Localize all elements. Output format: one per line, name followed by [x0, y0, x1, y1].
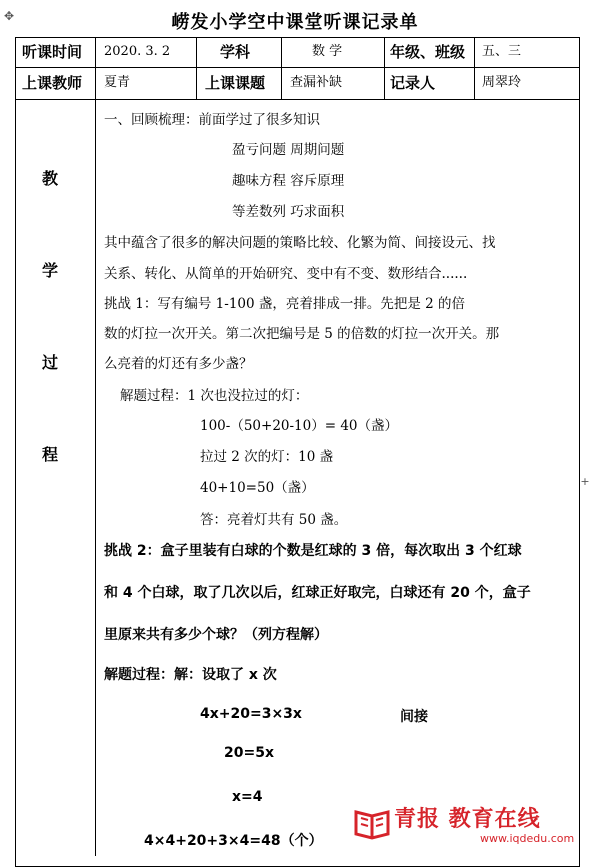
content-line: 间接	[400, 709, 428, 725]
col-divider	[95, 37, 96, 856]
content-line: 20=5x	[224, 745, 274, 761]
content-line: 一、回顾梳理：前面学过了很多知识	[104, 112, 320, 128]
subject-label: 学科	[220, 43, 251, 61]
content-line: 趣味方程 容斥原理	[232, 173, 345, 189]
content-line: 其中蕴含了很多的解决问题的策略比较、化繁为简、间接设元、找	[104, 235, 496, 251]
table-move-handle-icon[interactable]: ✥	[3, 9, 15, 23]
recorder-value: 周翠玲	[482, 75, 522, 90]
content-line: 解题过程：解：设取了 x 次	[104, 667, 277, 683]
grade-value: 五、三	[482, 44, 522, 59]
content-line: 解题过程：1 次也没拉过的灯：	[120, 388, 309, 404]
topic-label: 上课课题	[205, 74, 266, 92]
watermark-logo	[350, 800, 590, 856]
content-line: 4x+20=3×3x	[200, 706, 302, 722]
content-line: 等差数列 巧求面积	[232, 204, 345, 220]
time-label: 听课时间	[22, 43, 83, 61]
side-label-char: 程	[41, 445, 58, 464]
topic-value: 查漏补缺	[290, 75, 343, 90]
watermark-text: 青报 教育在线	[394, 807, 541, 832]
side-label-char: 过	[41, 353, 58, 372]
teacher-label: 上课教师	[22, 74, 83, 92]
recorder-label: 记录人	[390, 74, 436, 92]
col-divider	[281, 37, 282, 99]
time-value: 2020. 3. 2	[104, 44, 171, 59]
content-line: 数的灯拉一次开关。第二次把编号是 5 的倍数的灯拉一次开关。那	[104, 326, 500, 342]
page-title: 崂发小学空中课堂听课记录单	[171, 12, 419, 33]
book-logo-icon	[352, 802, 392, 842]
col-divider	[384, 37, 385, 99]
content-line: 40+10=50（盏）	[200, 480, 315, 496]
content-line: 挑战 1：写有编号 1-100 盏，亮着排成一排。先把是 2 的倍	[104, 296, 466, 312]
content-line: 答：亮着灯共有 50 盏。	[200, 512, 348, 528]
row-divider	[15, 99, 580, 100]
add-column-icon[interactable]: +	[580, 475, 590, 488]
content-line: 100-（50+20-10）= 40（盏）	[200, 418, 399, 434]
content-line: 关系、转化、从简单的开始研究、变中有不变、数形结合......	[104, 266, 468, 282]
watermark-url: www.iqdedu.com	[480, 832, 575, 845]
content-line: 里原来共有多少个球？（列方程解）	[104, 627, 328, 643]
col-divider	[196, 37, 197, 99]
teacher-value: 夏青	[104, 75, 131, 90]
content-line: 4×4+20+3×4=48（个）	[144, 833, 323, 849]
content-line: 么亮着的灯还有多少盏？	[104, 356, 253, 372]
subject-value: 数 学	[312, 44, 343, 59]
content-line: 挑战 2：盒子里装有白球的个数是红球的 3 倍，每次取出 3 个红球	[104, 543, 522, 559]
content-line: 拉过 2 次的灯：10 盏	[200, 449, 334, 465]
col-divider	[474, 37, 475, 99]
grade-label: 年级、班级	[390, 43, 466, 61]
content-line: 盈亏问题 周期问题	[232, 142, 345, 158]
side-label-char: 学	[41, 261, 58, 280]
content-line: 和 4 个白球，取了几次以后，红球正好取完，白球还有 20 个，盒子	[104, 585, 531, 601]
content-line: x=4	[232, 789, 263, 805]
side-label-char: 教	[41, 169, 58, 188]
